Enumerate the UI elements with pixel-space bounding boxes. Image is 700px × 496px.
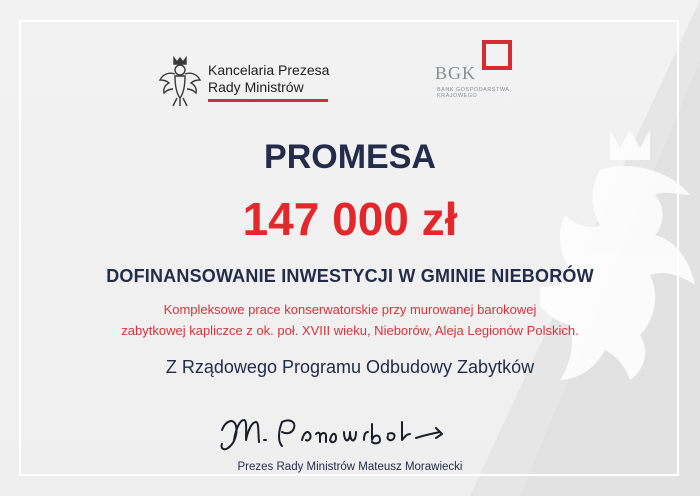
description-line2: zabytkowej kapliczce z ok. poł. XVIII wieku, Nieborów, Aleja Legionów Polskich. (121, 323, 579, 338)
description-line1: Kompleksowe prace konserwatorskie przy murowanej barokowej (163, 302, 537, 317)
bgk-squares-icon (470, 40, 518, 88)
signature-image (212, 410, 492, 454)
bgk-full-name-line2: KRAJOWEGO (437, 93, 478, 99)
signature-caption: Prezes Rady Ministrów Mateusz Morawiecki (237, 461, 463, 473)
bgk-acronym: BGK (435, 63, 477, 83)
document-subtitle: DOFINANSOWANIE INWESTYCJI W GMINIE NIEBORÓW (106, 266, 594, 286)
bgk-full-name-line1: BANK GOSPODARSTWA (437, 87, 510, 93)
kprm-red-underline (208, 99, 328, 102)
bgk-full-name (437, 87, 517, 99)
inner-frame (19, 20, 679, 476)
kprm-name-line2: Rady Ministrów (208, 79, 304, 95)
investment-description (0, 299, 700, 341)
program-name: Z Rządowego Programu Odbudowy Zabytków (165, 357, 535, 377)
document-title: PROMESA (264, 138, 436, 176)
kprm-name-line1: Kancelaria Prezesa (208, 62, 330, 78)
polish-eagle-icon (157, 54, 203, 108)
amount-value: 147 000 zł (242, 193, 458, 245)
